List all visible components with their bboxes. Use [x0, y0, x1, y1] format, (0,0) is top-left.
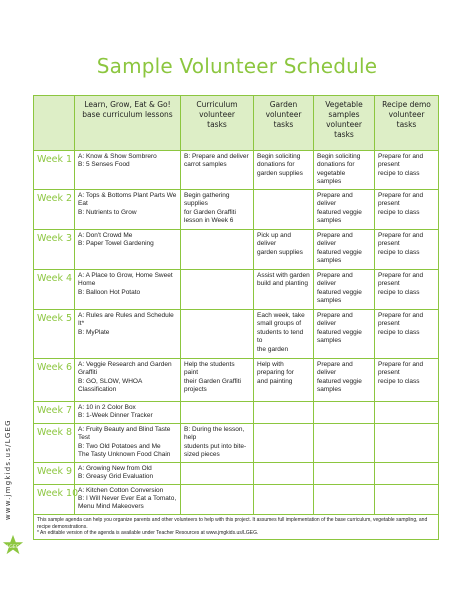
garden-cell: Each week, take small groups of students to tend to the garden [254, 310, 314, 359]
curriculum-cell: Begin gathering supplies for Garden Graffiti lesson in Week 6 [181, 190, 254, 230]
header-curriculum: Curriculum volunteer tasks [181, 96, 254, 151]
garden-cell [254, 402, 314, 424]
star-logo-icon [2, 534, 24, 556]
vegetable-cell: Prepare and deliver featured veggie samples [314, 190, 375, 230]
week-label: Week 8 [34, 423, 75, 462]
vegetable-cell [314, 423, 375, 462]
lessons-cell: A: A Place to Grow, Home Sweet Home B: Balloon Hot Potato [75, 270, 181, 310]
week-label: Week 2 [34, 190, 75, 230]
header-lessons: Learn, Grow, Eat & Go! base curriculum lessons [75, 96, 181, 151]
footnote-row [34, 514, 439, 539]
page-title: Sample Volunteer Schedule [96, 54, 378, 78]
garden-cell [254, 190, 314, 230]
table-header-row [34, 96, 439, 151]
header-week [34, 96, 75, 151]
recipe-cell: Prepare for and present recipe to class [375, 359, 439, 402]
week-label: Week 10 [34, 484, 75, 514]
table-row [34, 359, 439, 402]
table-row [34, 151, 439, 190]
curriculum-cell [181, 462, 254, 484]
garden-cell [254, 484, 314, 514]
vegetable-cell [314, 462, 375, 484]
recipe-cell: Prepare for and present recipe to class [375, 190, 439, 230]
table-row [34, 484, 439, 514]
vegetable-cell [314, 402, 375, 424]
week-label: Week 4 [34, 270, 75, 310]
vegetable-cell: Prepare and deliver featured veggie samples [314, 359, 375, 402]
curriculum-cell [181, 230, 254, 270]
curriculum-cell: B: During the lesson, help students put into bite- sized pieces [181, 423, 254, 462]
curriculum-cell: B: Prepare and deliver carrot samples [181, 151, 254, 190]
header-garden: Garden volunteer tasks [254, 96, 314, 151]
recipe-cell: Prepare for and present recipe to class [375, 270, 439, 310]
vegetable-cell [314, 484, 375, 514]
week-label: Week 3 [34, 230, 75, 270]
week-label: Week 6 [34, 359, 75, 402]
table-row [34, 310, 439, 359]
table-row [34, 423, 439, 462]
curriculum-cell [181, 402, 254, 424]
volunteer-schedule-table [33, 95, 439, 540]
garden-cell: Begin soliciting donations for garden supplies [254, 151, 314, 190]
lessons-cell: A: Rules are Rules and Schedule It* B: MyPlate [75, 310, 181, 359]
table-row [34, 402, 439, 424]
garden-cell [254, 462, 314, 484]
vegetable-cell: Prepare and deliver featured veggie samples [314, 270, 375, 310]
lessons-cell: A: Don't Crowd Me B: Paper Towel Gardening [75, 230, 181, 270]
lessons-cell: A: Tops & Bottoms Plant Parts We Eat B: Nutrients to Grow [75, 190, 181, 230]
lessons-cell: A: Fruity Beauty and Blind Taste Test B: Two Old Potatoes and Me The Tasty Unknown Food Chain [75, 423, 181, 462]
table-row [34, 270, 439, 310]
week-label: Week 9 [34, 462, 75, 484]
table-row [34, 230, 439, 270]
svg-text:LGEG: LGEG [6, 544, 20, 550]
lessons-cell: A: Kitchen Cotton Conversion B: I Will Never Ever Eat a Tomato, Menu Mind Makeovers [75, 484, 181, 514]
week-label: Week 1 [34, 151, 75, 190]
footnote: This sample agenda can help you organize parents and other volunteers to help with this project. It assumes full implementation of the base curriculum, vegetable sampling, and recipe demonstrations. * An editable version of the agenda is available under Teacher Resources at www.jmgkids.us/LGEG. [34, 514, 439, 539]
recipe-cell [375, 402, 439, 424]
recipe-cell [375, 462, 439, 484]
lessons-cell: A: Veggie Research and Garden Graffiti B: GO, SLOW, WHOA Classification [75, 359, 181, 402]
recipe-cell: Prepare for and present recipe to class [375, 230, 439, 270]
table-row [34, 190, 439, 230]
curriculum-cell: Help the students paint their Garden Graffiti projects [181, 359, 254, 402]
curriculum-cell [181, 270, 254, 310]
vegetable-cell: Prepare and deliver featured veggie samples [314, 230, 375, 270]
garden-cell: Pick up and deliver garden supplies [254, 230, 314, 270]
vegetable-cell: Prepare and deliver featured veggie samples [314, 310, 375, 359]
recipe-cell [375, 484, 439, 514]
garden-cell: Assist with garden build and planting [254, 270, 314, 310]
table-row [34, 462, 439, 484]
header-vegetable: Vegetable samples volunteer tasks [314, 96, 375, 151]
recipe-cell: Prepare for and present recipe to class [375, 310, 439, 359]
garden-cell: Help with preparing for and painting [254, 359, 314, 402]
garden-cell [254, 423, 314, 462]
lessons-cell: A: Growing New from Old B: Greasy Grid Evaluation [75, 462, 181, 484]
lessons-cell: A: Know & Show Sombrero B: 5 Senses Food [75, 151, 181, 190]
curriculum-cell [181, 484, 254, 514]
week-label: Week 7 [34, 402, 75, 424]
curriculum-cell [181, 310, 254, 359]
vegetable-cell: Begin soliciting donations for vegetable samples [314, 151, 375, 190]
week-label: Week 5 [34, 310, 75, 359]
recipe-cell [375, 423, 439, 462]
side-url: www.jmgkids.us/LGEG [4, 419, 12, 520]
recipe-cell: Prepare for and present recipe to class [375, 151, 439, 190]
lessons-cell: A: 10 in 2 Color Box B: 1-Week Dinner Tracker [75, 402, 181, 424]
header-recipe: Recipe demo volunteer tasks [375, 96, 439, 151]
